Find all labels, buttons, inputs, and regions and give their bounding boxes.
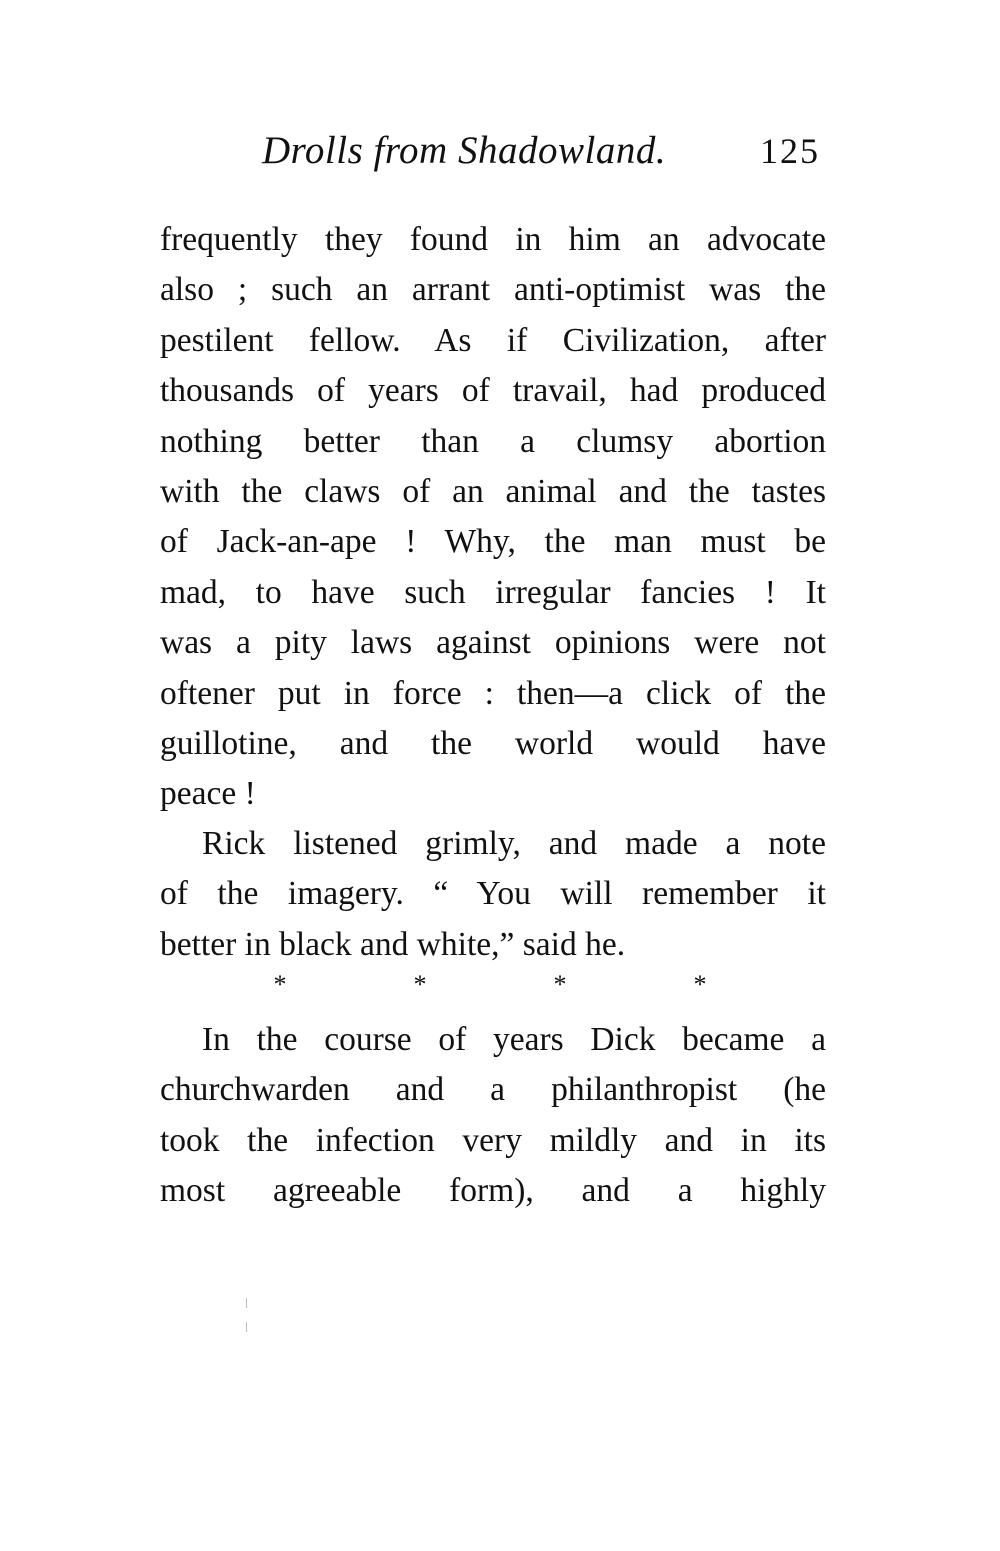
text-line: oftener put in force : then—a click of the (160, 674, 826, 712)
asterisk: * (413, 970, 427, 999)
text-line: guillotine, and the world would have (160, 724, 826, 762)
text-line: was a pity laws against opinions were not (160, 624, 826, 662)
asterisk: * (553, 970, 567, 999)
text-line: peace ! (160, 775, 256, 813)
text-line: took the infection very mildly and in its (160, 1121, 826, 1159)
text-line: nothing better than a clumsy abortion (160, 422, 826, 460)
text-line: Rick listened grimly, and made a note (202, 825, 826, 862)
paper-speck (246, 1322, 247, 1332)
text-line: most agreeable form), and a highly (160, 1172, 826, 1210)
text-line: In the course of years Dick became a (202, 1021, 826, 1058)
text-line: churchwarden and a philanthropist (he (160, 1071, 826, 1109)
text-line: mad, to have such irregular fancies ! It (160, 573, 826, 611)
paragraph-3 (160, 1015, 826, 1217)
text-line: of Jack-an-ape ! Why, the man must be (160, 523, 826, 561)
text-line: frequently they found in him an advocate (160, 221, 826, 258)
text-line: thousands of years of travail, had produced (160, 372, 826, 410)
running-title: Drolls from Shadowland. (262, 129, 667, 172)
asterisk: * (693, 970, 707, 999)
text-line: of the imagery. “ You will remember it (160, 875, 826, 913)
text-line: also ; such an arrant anti-optimist was the (160, 271, 826, 309)
section-break-asterism (270, 970, 710, 1000)
asterisk: * (273, 970, 287, 999)
text-line: pestilent fellow. As if Civilization, after (160, 321, 826, 359)
running-head (160, 128, 824, 184)
paragraph-2 (160, 819, 826, 970)
paragraph-1 (160, 215, 826, 820)
page-number: 125 (760, 131, 820, 171)
text-line: better in black and white,” said he. (160, 925, 626, 963)
paper-speck (246, 1298, 247, 1308)
text-line: with the claws of an animal and the tastes (160, 472, 826, 510)
